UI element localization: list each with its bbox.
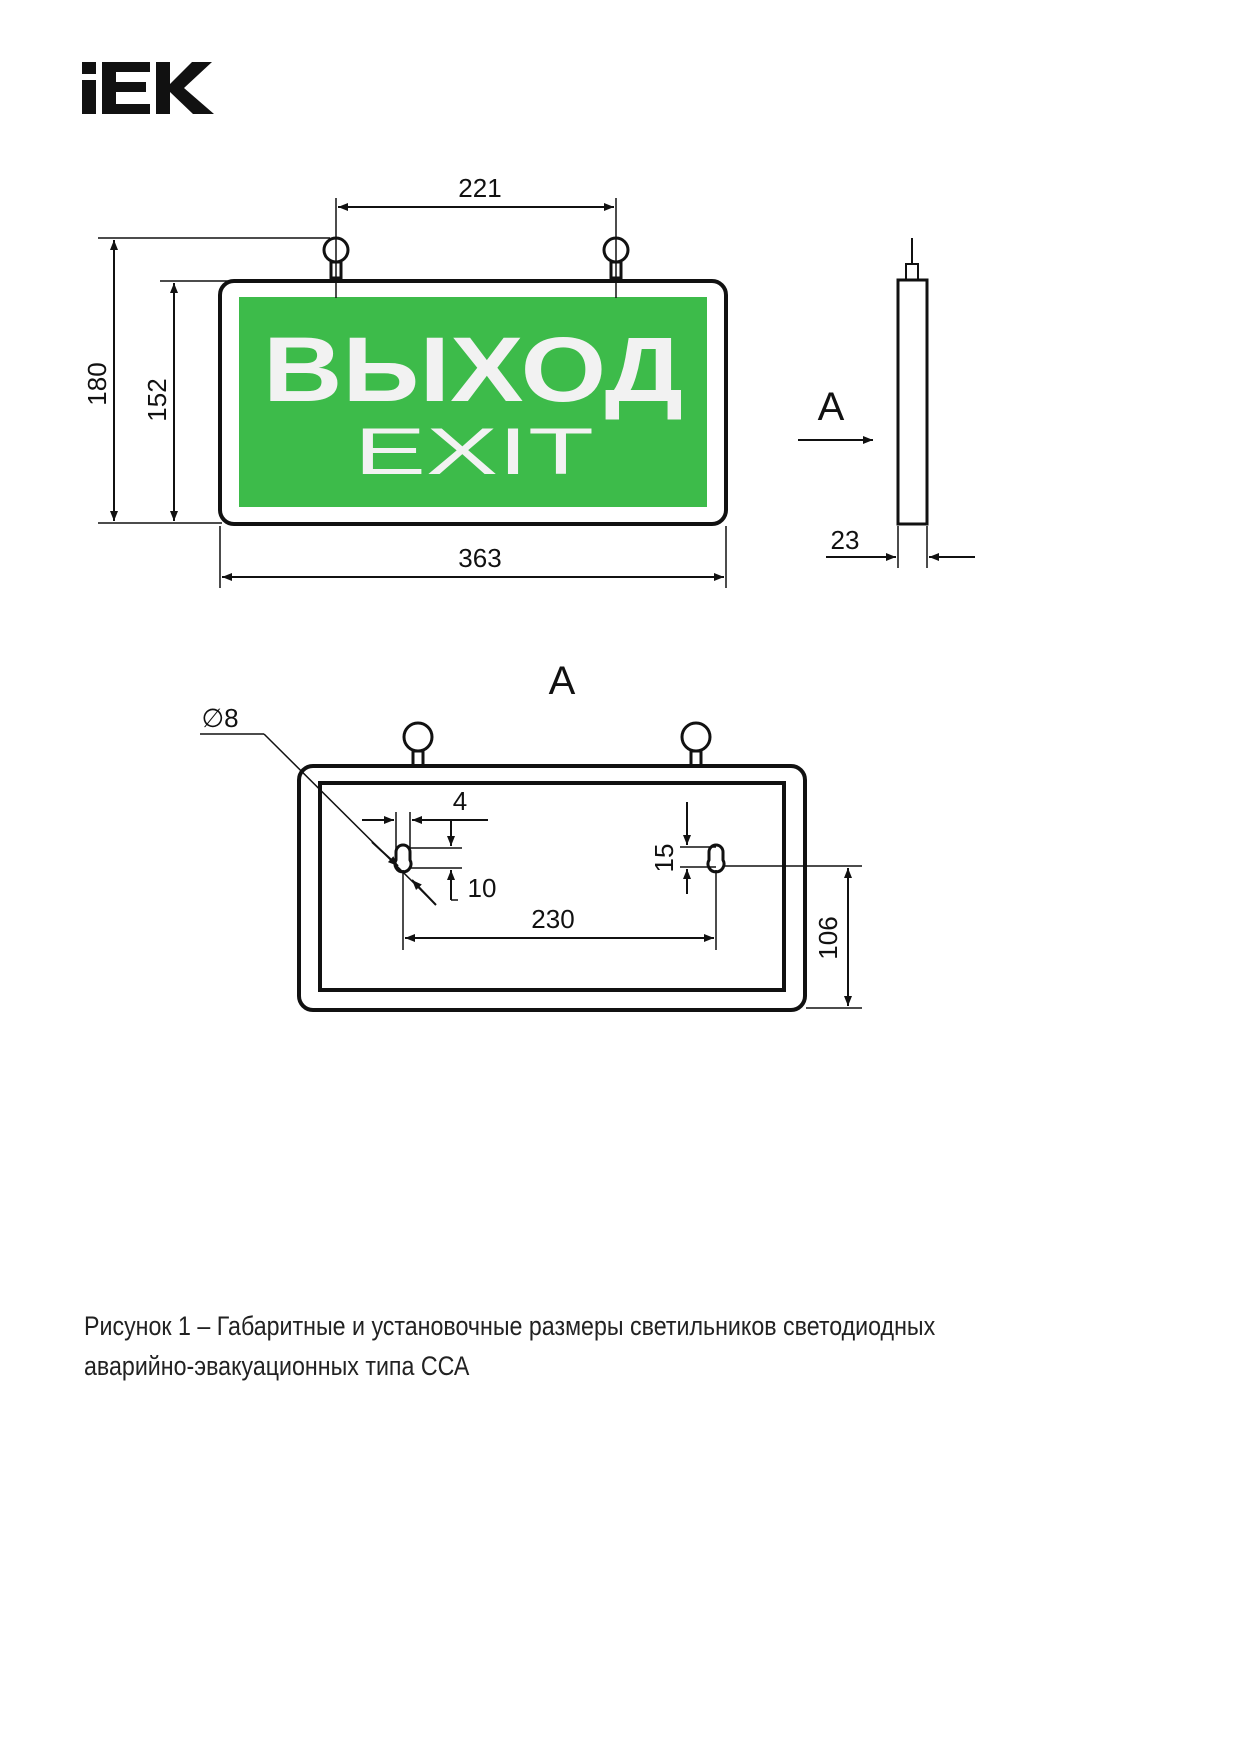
dimension-label-4: 4 — [452, 786, 468, 816]
dimension-label-363: 363 — [458, 543, 502, 573]
dimension-label-221: 221 — [458, 173, 502, 203]
side-body — [898, 280, 927, 524]
dimension-label-230: 230 — [531, 904, 575, 934]
sign-text-en: EXIT — [354, 414, 594, 488]
back-view — [200, 659, 862, 1010]
caption-line-1: Рисунок 1 – Габаритные и установочные размеры светильников светодиодных — [84, 1311, 936, 1341]
dimension-label-106: 106 — [813, 916, 843, 960]
keyhole-right — [708, 845, 724, 872]
dimension-label-180: 180 — [82, 362, 112, 406]
front-view — [82, 173, 726, 588]
dimension-label-152: 152 — [142, 378, 172, 422]
dimension-label-15: 15 — [649, 843, 679, 873]
back-ring-right — [682, 723, 710, 766]
view-a-label: A — [817, 385, 845, 429]
back-ring-left — [404, 723, 432, 766]
dimension-label-23: 23 — [830, 525, 860, 555]
figure-caption — [84, 1306, 1013, 1386]
side-view — [798, 238, 975, 568]
back-body-outer — [299, 766, 805, 1010]
keyhole-left — [395, 845, 411, 872]
dimension-label-d8: ∅8 — [201, 703, 239, 733]
sign-text-ru: ВЫХОД — [263, 319, 683, 421]
caption-line-2: аварийно-эвакуационных типа ССА — [84, 1351, 470, 1381]
iek-logo — [82, 62, 214, 114]
back-view-title: A — [548, 659, 576, 703]
dimension-label-10: 10 — [467, 873, 497, 903]
